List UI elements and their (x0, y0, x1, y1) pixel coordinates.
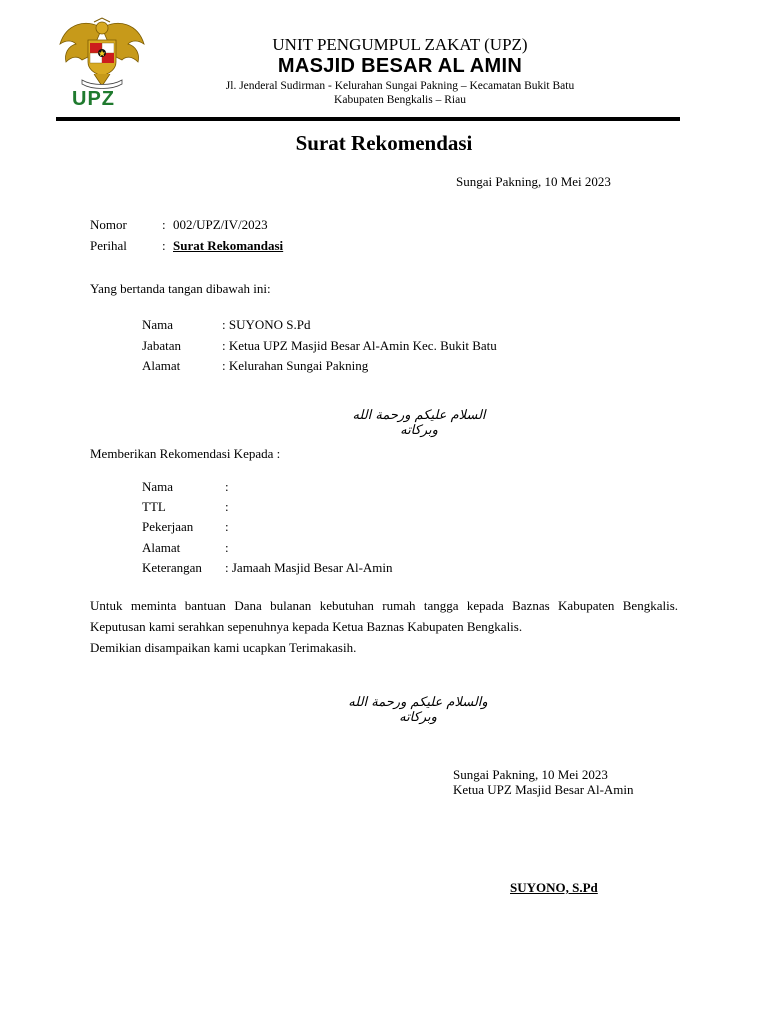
nomor-label: Nomor (90, 217, 127, 232)
mosque-name: MASJID BESAR AL AMIN (277, 55, 523, 77)
sign-place-date: Sungai Pakning, 10 Mei 2023 (453, 767, 608, 782)
recipient-ttl-value: : (225, 499, 229, 514)
recipient-nama-label: Nama (142, 479, 174, 494)
salam-closing: والسلام عليكم ورحمة الله وبركاته (348, 695, 488, 725)
letter-title: Surat Rekomendasi (295, 131, 473, 155)
nomor-value: 002/UPZ/IV/2023 (173, 217, 268, 232)
org-line: UNIT PENGUMPUL ZAKAT (UPZ) (272, 35, 528, 54)
signer-jabatan-value: : Ketua UPZ Masjid Besar Al-Amin Kec. Bukit Batu (222, 338, 497, 353)
signer-jabatan-label: Jabatan (142, 338, 181, 353)
recipient-pekerjaan-label: Pekerjaan (142, 519, 194, 534)
place-date: Sungai Pakning, 10 Mei 2023 (456, 174, 611, 189)
address-block (150, 79, 650, 107)
signer-nama-value: : SUYONO S.Pd (222, 317, 311, 332)
closing-text: Demikian disampaikan kami ucapkan Terimakasih. (90, 640, 357, 655)
header-divider (56, 117, 680, 121)
recipient-alamat-value: : (225, 540, 229, 555)
recommend-intro: Memberikan Rekomendasi Kepada : (90, 446, 281, 461)
nomor-colon: : (162, 217, 166, 232)
perihal-label: Perihal (90, 238, 127, 253)
body-text: Untuk meminta bantuan Dana bulanan kebutuhan rumah tangga kepada Baznas Kabupaten Bengkalis. Keputusan kami serahkan sepenuhnya kepada Ketua Baznas Kabupaten Bengkalis. (90, 598, 678, 634)
recipient-alamat-label: Alamat (142, 540, 181, 555)
signer-alamat-value: : Kelurahan Sungai Pakning (222, 358, 369, 373)
signer-nama-label: Nama (142, 317, 174, 332)
address-line-2: Kabupaten Bengkalis – Riau (334, 94, 466, 106)
recipient-keterangan-value: : Jamaah Masjid Besar Al-Amin (225, 560, 393, 575)
intro-text: Yang bertanda tangan dibawah ini: (90, 281, 271, 296)
recipient-pekerjaan-value: : (225, 519, 229, 534)
address-line-1: Jl. Jenderal Sudirman - Kelurahan Sungai Pakning – Kecamatan Bukit Batu (225, 80, 575, 92)
sign-position: Ketua UPZ Masjid Besar Al-Amin (453, 782, 634, 797)
recipient-keterangan-label: Keterangan (142, 560, 202, 575)
upz-garuda-logo (56, 16, 148, 112)
signer-alamat-label: Alamat (142, 358, 181, 373)
perihal-colon: : (162, 238, 166, 253)
perihal-value: Surat Rekomandasi (173, 238, 284, 253)
recipient-nama-value: : (225, 479, 229, 494)
body-paragraph (90, 595, 678, 658)
logo-text: UPZ (72, 88, 115, 110)
salam-opening: السلام عليكم ورحمة الله وبركاته (352, 408, 486, 438)
recipient-ttl-label: TTL (142, 499, 166, 514)
sign-name: SUYONO, S.Pd (510, 880, 598, 895)
